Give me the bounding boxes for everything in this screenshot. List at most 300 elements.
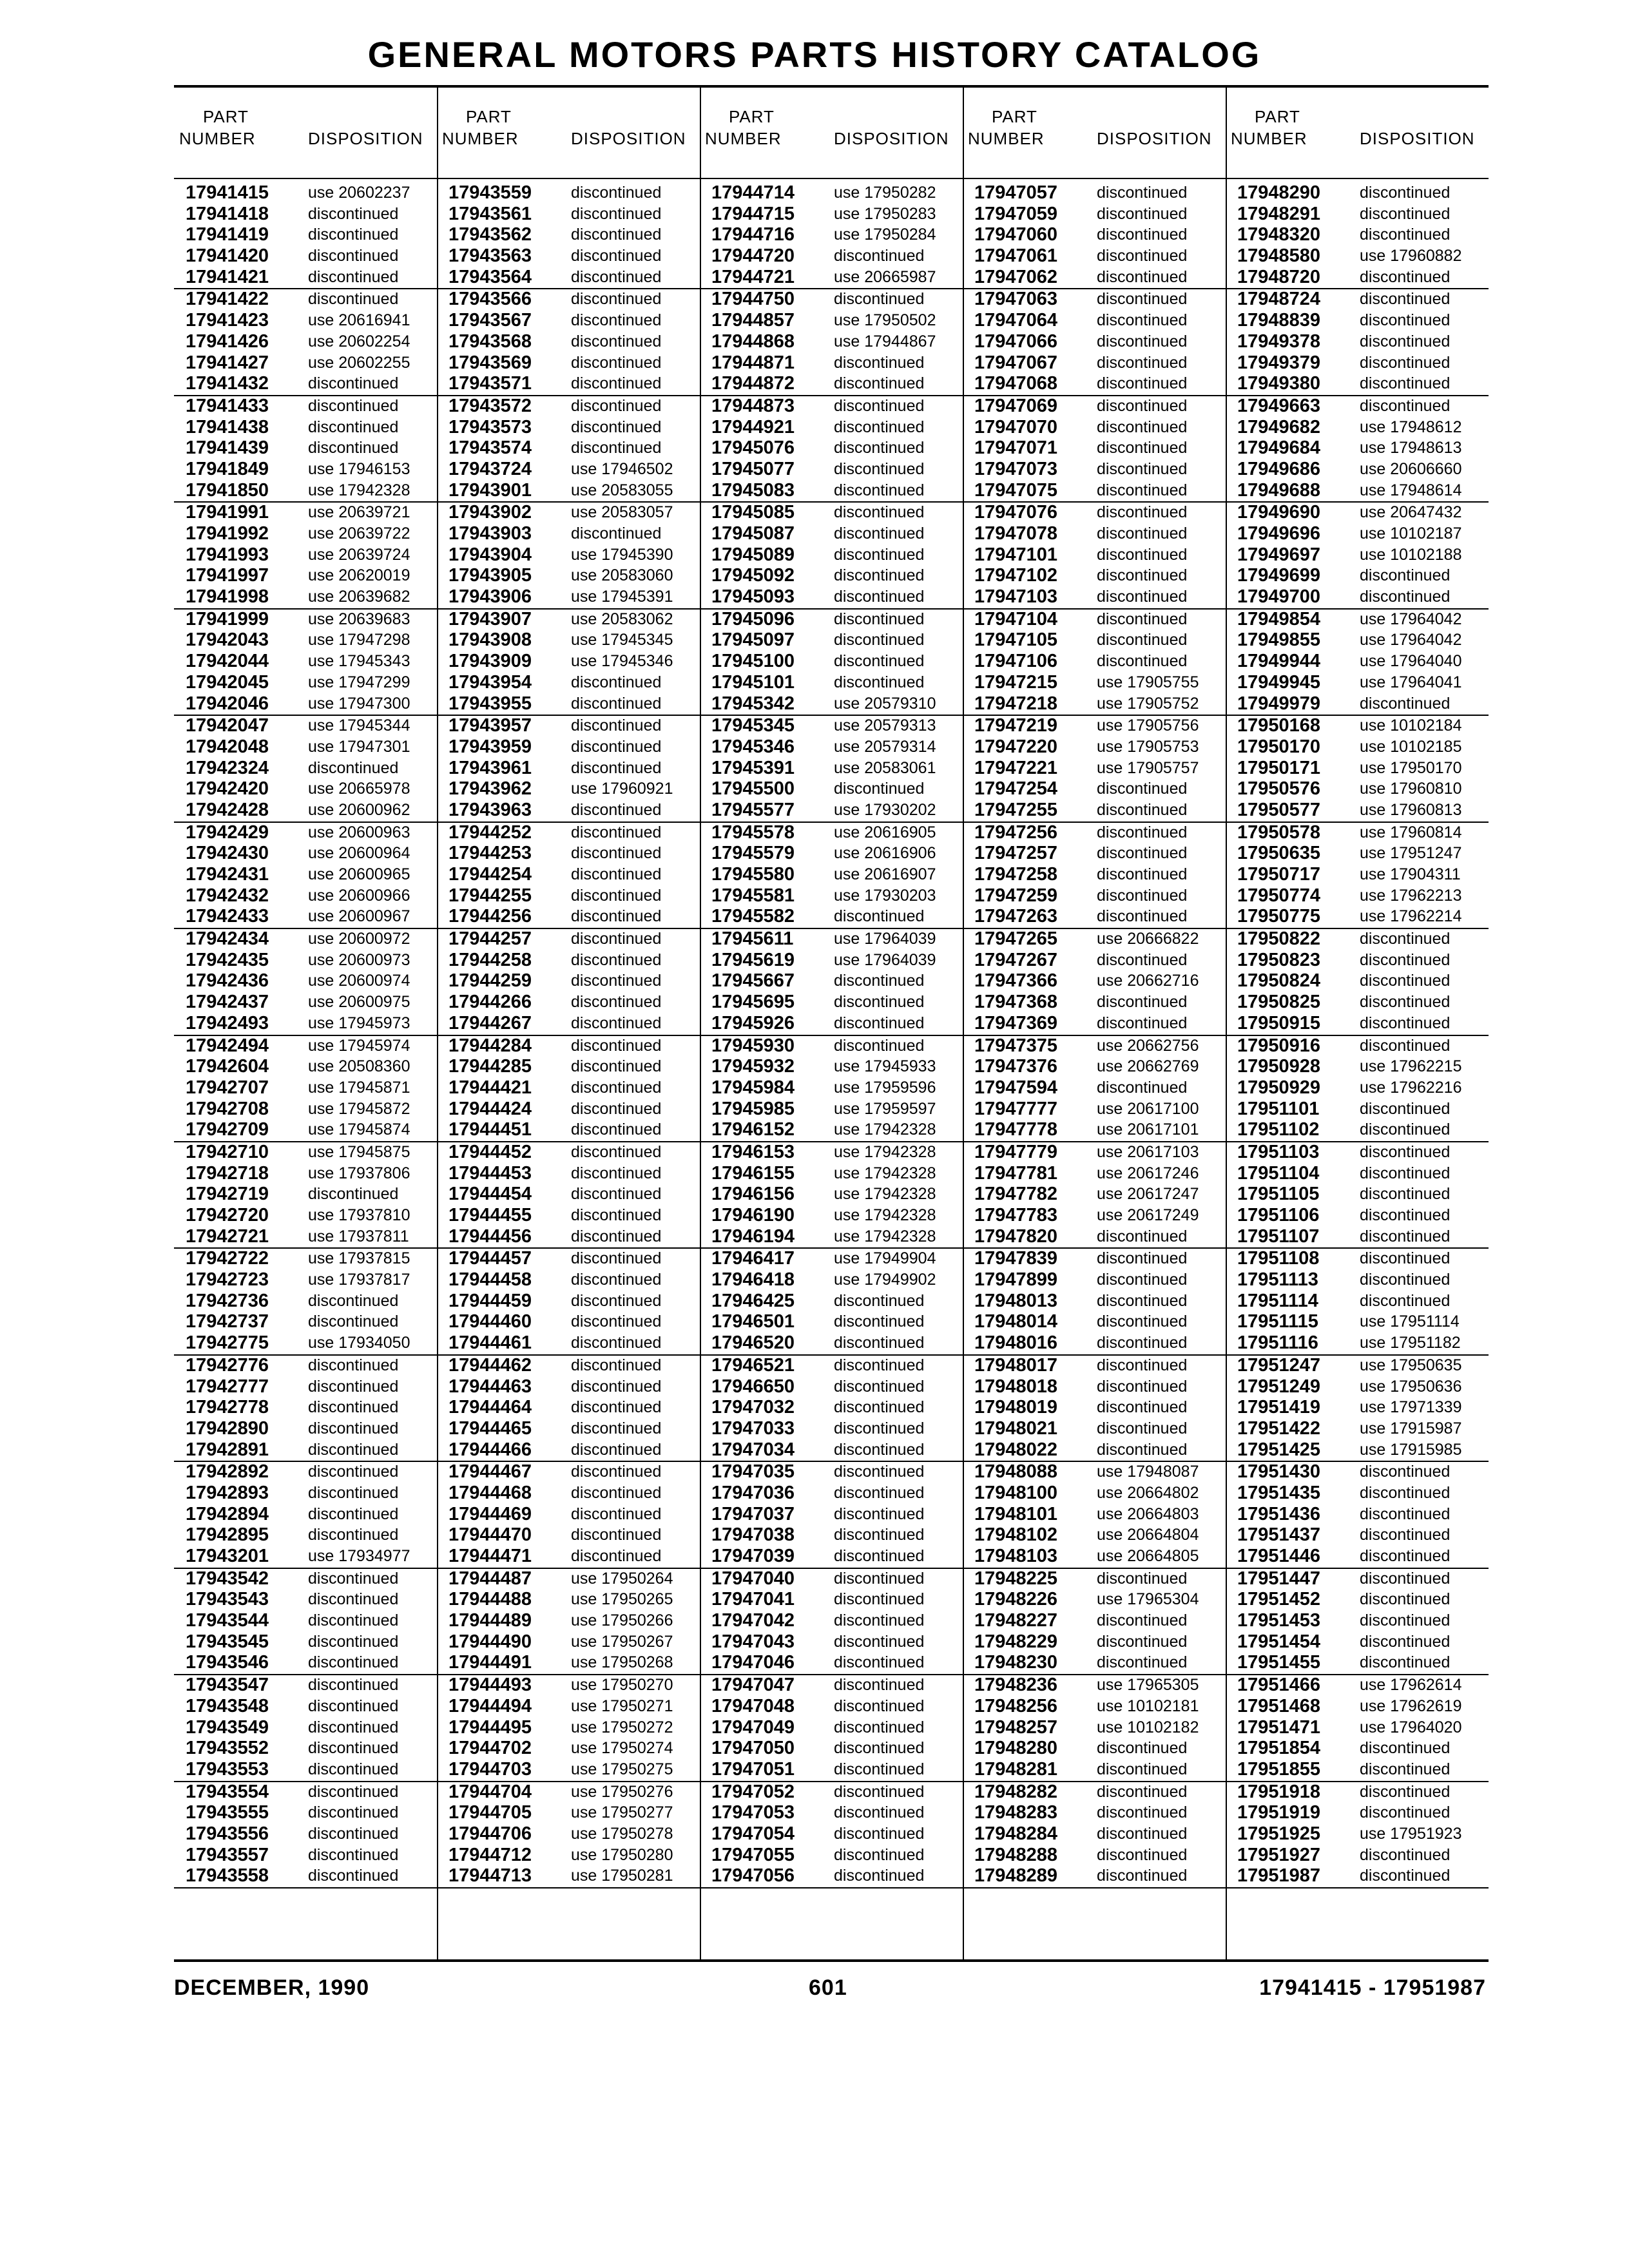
part-number: 17943564 [448, 266, 532, 287]
part-number: 17945391 [711, 757, 795, 778]
catalog-row [700, 438, 963, 459]
disposition: use 20579313 [834, 716, 936, 735]
catalog-row [437, 1291, 700, 1312]
catalog-row [700, 1866, 963, 1888]
disposition: discontinued [1360, 1483, 1451, 1502]
part-number: 17945101 [711, 671, 795, 693]
disposition: discontinued [1097, 1845, 1188, 1864]
disposition: discontinued [571, 1291, 662, 1310]
part-number: 17942432 [186, 885, 269, 906]
part-number: 17946501 [711, 1311, 795, 1332]
disposition: discontinued [571, 1398, 662, 1417]
part-number: 17951249 [1237, 1376, 1321, 1397]
disposition: discontinued [308, 1653, 399, 1672]
disposition: discontinued [1097, 204, 1188, 223]
catalog-row [963, 1866, 1226, 1888]
disposition: discontinued [834, 1291, 925, 1310]
catalog-row [174, 1291, 437, 1312]
catalog-row [1226, 823, 1489, 844]
disposition: discontinued [308, 1526, 399, 1544]
disposition: discontinued [1097, 267, 1188, 286]
disposition: discontinued [1360, 396, 1451, 415]
disposition: discontinued [1097, 1312, 1188, 1331]
disposition: discontinued [308, 1760, 399, 1778]
part-number: 17947263 [974, 906, 1058, 927]
disposition: discontinued [834, 1014, 925, 1032]
catalog-row [174, 929, 437, 950]
part-number: 17947078 [974, 523, 1058, 544]
disposition: discontinued [1097, 907, 1188, 926]
catalog-row [437, 971, 700, 992]
disposition: discontinued [1360, 1504, 1451, 1523]
catalog-row [174, 1164, 437, 1185]
catalog-row [700, 1014, 963, 1036]
catalog-row [963, 418, 1226, 439]
disposition: use 20602237 [308, 184, 410, 202]
disposition: discontinued [834, 1803, 925, 1822]
part-number: 17943962 [448, 778, 532, 800]
catalog-row [700, 1333, 963, 1356]
catalog-row [700, 1312, 963, 1333]
part-number: 17944750 [711, 289, 795, 310]
disposition: use 17962216 [1360, 1078, 1462, 1097]
disposition: use 17950283 [834, 204, 936, 223]
disposition: use 20662769 [1097, 1057, 1199, 1076]
disposition: use 17905755 [1097, 673, 1199, 691]
part-number: 17948230 [974, 1652, 1058, 1673]
catalog-row [174, 1312, 437, 1333]
part-number: 17951435 [1237, 1482, 1321, 1503]
catalog-row [1226, 396, 1489, 418]
part-number: 17944468 [448, 1482, 532, 1503]
disposition: discontinued [571, 1312, 662, 1331]
catalog-row [963, 545, 1226, 566]
disposition: use 17905757 [1097, 758, 1199, 777]
part-number: 17947366 [974, 970, 1058, 992]
part-number: 17942892 [186, 1461, 269, 1483]
part-number: 17950171 [1237, 757, 1321, 778]
part-number: 17942777 [186, 1376, 269, 1397]
catalog-row [174, 1057, 437, 1078]
part-number: 17943558 [186, 1865, 269, 1887]
catalog-row [437, 1845, 700, 1867]
part-number: 17947102 [974, 565, 1058, 586]
catalog-row [174, 587, 437, 610]
disposition: discontinued [571, 737, 662, 756]
part-number: 17941423 [186, 310, 269, 331]
disposition: use 17945344 [308, 716, 410, 735]
catalog-row [437, 716, 700, 737]
catalog-row [700, 418, 963, 439]
part-number: 17948282 [974, 1781, 1058, 1802]
part-number: 17947265 [974, 928, 1058, 950]
disposition: discontinued [308, 1739, 399, 1758]
disposition: discontinued [308, 226, 399, 244]
catalog-row [963, 1569, 1226, 1590]
catalog-row [963, 929, 1226, 950]
catalog-row [1226, 1036, 1489, 1057]
catalog-row [437, 1333, 700, 1356]
part-number: 17943542 [186, 1568, 269, 1589]
part-number: 17947054 [711, 1823, 795, 1844]
catalog-row [1226, 1398, 1489, 1419]
catalog-row [437, 1653, 700, 1675]
catalog-row [963, 566, 1226, 587]
disposition: discontinued [1097, 226, 1188, 244]
part-number: 17943561 [448, 203, 532, 224]
catalog-row [1226, 1206, 1489, 1227]
disposition: use 17937806 [308, 1164, 410, 1182]
catalog-row [174, 1653, 437, 1675]
disposition: discontinued [1097, 1803, 1188, 1822]
part-number: 17945342 [711, 693, 795, 714]
part-number: 17942710 [186, 1141, 269, 1162]
disposition: discontinued [571, 1419, 662, 1437]
part-number: 17949696 [1237, 523, 1321, 544]
disposition: use 20583055 [571, 481, 673, 499]
part-number: 17944857 [711, 310, 795, 331]
part-number: 17941991 [186, 502, 269, 523]
disposition: discontinued [1360, 1142, 1451, 1161]
part-number: 17945076 [711, 437, 795, 459]
catalog-row [700, 1270, 963, 1291]
disposition: use 20620019 [308, 566, 410, 585]
catalog-row [700, 1440, 963, 1463]
disposition: use 10102181 [1097, 1696, 1199, 1715]
catalog-row [963, 950, 1226, 972]
catalog-row [437, 929, 700, 950]
catalog-row [1226, 587, 1489, 610]
part-number: 17944253 [448, 843, 532, 864]
disposition: use 17944867 [834, 332, 936, 351]
part-number: 17947267 [974, 949, 1058, 970]
part-number: 17947820 [974, 1225, 1058, 1247]
catalog-row [174, 1206, 437, 1227]
part-number: 17951108 [1237, 1248, 1320, 1269]
part-number: 17943562 [448, 224, 532, 245]
part-number: 17943556 [186, 1823, 269, 1844]
part-number: 17948288 [974, 1844, 1058, 1865]
part-number: 17948102 [974, 1524, 1058, 1546]
catalog-row [1226, 716, 1489, 737]
part-number: 17950168 [1237, 715, 1321, 736]
part-number: 17947061 [974, 245, 1058, 267]
disposition: use 20664803 [1097, 1504, 1199, 1523]
catalog-row [174, 1782, 437, 1803]
part-number: 17944495 [448, 1716, 532, 1738]
catalog-row [437, 1569, 700, 1590]
part-number: 17951436 [1237, 1503, 1321, 1524]
catalog-row [963, 332, 1226, 353]
disposition: discontinued [1360, 1526, 1451, 1544]
catalog-row [437, 1866, 700, 1888]
catalog-row [700, 353, 963, 374]
catalog-row [437, 545, 700, 566]
catalog-row [963, 673, 1226, 694]
part-number: 17951446 [1237, 1546, 1321, 1566]
part-number: 17945085 [711, 502, 795, 523]
catalog-row [174, 737, 437, 758]
part-number: 17945932 [711, 1056, 795, 1077]
disposition: use 17964042 [1360, 610, 1462, 628]
part-number: 17950915 [1237, 1012, 1321, 1033]
column-header [963, 88, 1226, 179]
catalog-row [437, 1312, 700, 1333]
catalog-row [1226, 694, 1489, 716]
part-number: 17951101 [1237, 1098, 1320, 1119]
catalog-row [174, 1611, 437, 1632]
catalog-row [174, 1440, 437, 1463]
catalog-row [1226, 503, 1489, 524]
disposition: discontinued [1097, 1824, 1188, 1843]
catalog-rows [700, 179, 963, 1888]
catalog-row [174, 1398, 437, 1419]
disposition: discontinued [571, 226, 662, 244]
part-number: 17947051 [711, 1758, 795, 1780]
disposition: discontinued [834, 1463, 925, 1481]
part-number: 17944461 [448, 1332, 532, 1354]
part-number: 17948283 [974, 1802, 1058, 1823]
catalog-rows [963, 179, 1226, 1888]
catalog-row [174, 823, 437, 844]
disposition: discontinued [571, 1249, 662, 1268]
catalog-row [437, 524, 700, 545]
disposition: discontinued [571, 865, 662, 883]
catalog-row [437, 1206, 700, 1227]
catalog-row [174, 630, 437, 651]
catalog-row [437, 1440, 700, 1463]
catalog-row [437, 1611, 700, 1632]
catalog-row [963, 374, 1226, 396]
disposition: use 17937811 [308, 1227, 409, 1245]
part-number: 17943959 [448, 736, 532, 757]
catalog-row [437, 1462, 700, 1483]
catalog-row [1226, 1675, 1489, 1696]
catalog-row [700, 1291, 963, 1312]
part-number: 17947782 [974, 1184, 1058, 1205]
disposition: use 17962619 [1360, 1696, 1462, 1715]
disposition: use 17934977 [308, 1547, 410, 1565]
disposition: use 17945346 [571, 652, 673, 671]
part-number: 17947777 [974, 1098, 1058, 1119]
catalog-row [700, 1462, 963, 1483]
catalog-row [700, 267, 963, 290]
disposition: discontinued [1097, 652, 1188, 671]
part-number: 17944703 [448, 1758, 532, 1780]
disposition: discontinued [571, 1463, 662, 1481]
disposition: discontinued [1360, 950, 1451, 969]
part-number: 17942736 [186, 1290, 269, 1311]
disposition: discontinued [1360, 566, 1451, 585]
part-number: 17948018 [974, 1376, 1058, 1397]
part-number: 17951114 [1237, 1290, 1318, 1311]
disposition: discontinued [571, 673, 662, 691]
disposition: use 17945875 [308, 1142, 410, 1161]
part-number: 17947040 [711, 1568, 795, 1589]
catalog-row [1226, 225, 1489, 246]
catalog-row [174, 1419, 437, 1440]
catalog-row [1226, 651, 1489, 673]
part-number: 17950775 [1237, 906, 1321, 927]
part-number: 17949697 [1237, 544, 1321, 565]
catalog-row [437, 1036, 700, 1057]
catalog-row [174, 1590, 437, 1611]
disposition: discontinued [834, 1526, 925, 1544]
catalog-row [1226, 929, 1489, 950]
part-number: 17944705 [448, 1802, 532, 1823]
catalog-row [174, 758, 437, 780]
catalog-row [1226, 1653, 1489, 1675]
disposition: use 17950277 [571, 1803, 673, 1822]
disposition: use 20617100 [1097, 1099, 1199, 1118]
header-part-label: PART [203, 107, 249, 126]
disposition: use 17942328 [834, 1142, 936, 1161]
catalog-row [174, 992, 437, 1014]
part-number: 17944258 [448, 949, 532, 970]
disposition: use 17945872 [308, 1099, 410, 1118]
catalog-row [700, 886, 963, 907]
header-number-label: NUMBER [968, 129, 1045, 148]
disposition: use 20617101 [1097, 1120, 1199, 1139]
disposition: discontinued [571, 267, 662, 286]
disposition: use 17949902 [834, 1271, 936, 1289]
part-number: 17949682 [1237, 416, 1321, 437]
disposition: use 20662756 [1097, 1036, 1199, 1055]
part-number: 17945579 [711, 843, 795, 864]
catalog-row [174, 1738, 437, 1760]
part-number: 17945695 [711, 992, 795, 1013]
part-number: 17944459 [448, 1290, 532, 1311]
catalog-row [437, 1164, 700, 1185]
disposition: use 17949904 [834, 1249, 936, 1268]
part-number: 17948013 [974, 1290, 1058, 1311]
catalog-row [1226, 907, 1489, 929]
catalog-row [700, 1525, 963, 1546]
disposition: discontinued [1097, 1440, 1188, 1459]
catalog-row [174, 1675, 437, 1696]
disposition: discontinued [834, 610, 925, 628]
disposition: discontinued [1097, 1632, 1188, 1651]
disposition: discontinued [834, 247, 925, 265]
disposition: use 17962213 [1360, 886, 1462, 905]
disposition: use 20665987 [834, 267, 936, 286]
disposition: use 17942328 [834, 1206, 936, 1224]
catalog-row [700, 183, 963, 204]
disposition: discontinued [571, 1057, 662, 1076]
part-number: 17951447 [1237, 1568, 1321, 1589]
disposition: discontinued [308, 247, 399, 265]
disposition: use 17915985 [1360, 1440, 1462, 1459]
disposition: discontinued [308, 1483, 399, 1502]
catalog-row [174, 183, 437, 204]
disposition: use 20600963 [308, 823, 410, 841]
catalog-row [1226, 1611, 1489, 1632]
part-number: 17945667 [711, 970, 795, 992]
catalog-row [963, 971, 1226, 992]
header-number-label: NUMBER [442, 129, 519, 148]
catalog-column-1 [174, 88, 437, 1888]
part-number: 17944462 [448, 1354, 532, 1376]
part-number: 17945083 [711, 479, 795, 501]
catalog-row [1226, 524, 1489, 545]
disposition: discontinued [308, 1185, 399, 1204]
disposition: use 17948612 [1360, 418, 1462, 436]
part-number: 17944457 [448, 1248, 532, 1269]
part-number: 17947035 [711, 1461, 795, 1483]
part-number: 17942435 [186, 949, 269, 970]
part-number: 17948022 [974, 1439, 1058, 1460]
part-number: 17947783 [974, 1205, 1058, 1225]
part-number: 17947076 [974, 502, 1058, 523]
disposition: use 17965304 [1097, 1590, 1199, 1609]
catalog-row [174, 1866, 437, 1888]
part-number: 17947778 [974, 1119, 1058, 1140]
disposition: discontinued [571, 1271, 662, 1289]
part-number: 17943909 [448, 651, 532, 672]
part-number: 17950916 [1237, 1035, 1321, 1056]
part-number: 17951103 [1237, 1141, 1320, 1162]
catalog-row [1226, 1120, 1489, 1142]
part-number: 17949379 [1237, 352, 1321, 373]
disposition: discontinued [308, 1676, 399, 1695]
catalog-row [963, 1227, 1226, 1249]
catalog-row [1226, 1184, 1489, 1206]
disposition: discontinued [834, 1334, 925, 1352]
part-number: 17946194 [711, 1225, 795, 1247]
disposition: discontinued [1360, 1653, 1451, 1672]
part-number: 17949854 [1237, 608, 1321, 629]
catalog-row [963, 1590, 1226, 1611]
part-number: 17944491 [448, 1652, 532, 1673]
catalog-row [963, 459, 1226, 481]
disposition: discontinued [571, 758, 662, 777]
disposition: discontinued [571, 930, 662, 948]
disposition: discontinued [571, 844, 662, 863]
part-number: 17943907 [448, 608, 532, 629]
disposition: discontinued [1097, 247, 1188, 265]
catalog-row [700, 610, 963, 631]
part-number: 17944712 [448, 1844, 532, 1865]
catalog-row [437, 950, 700, 972]
part-number: 17944464 [448, 1397, 532, 1418]
part-number: 17941433 [186, 395, 269, 416]
disposition: discontinued [1360, 1271, 1451, 1289]
part-number: 17942719 [186, 1184, 269, 1205]
catalog-row [174, 396, 437, 418]
part-number: 17945089 [711, 544, 795, 565]
catalog-row [700, 1227, 963, 1249]
catalog-row [700, 1546, 963, 1569]
catalog-row [174, 1270, 437, 1291]
catalog-row [963, 694, 1226, 716]
catalog-row [963, 1760, 1226, 1782]
catalog-row [174, 1546, 437, 1569]
part-number: 17943571 [448, 373, 532, 394]
part-number: 17942775 [186, 1332, 269, 1354]
part-number: 17951106 [1237, 1205, 1320, 1225]
part-number: 17947033 [711, 1418, 795, 1439]
catalog-row [963, 353, 1226, 374]
catalog-row [1226, 1099, 1489, 1120]
catalog-row [700, 503, 963, 524]
catalog-row [700, 1398, 963, 1419]
catalog-row [963, 1333, 1226, 1356]
disposition: use 17930203 [834, 886, 936, 905]
disposition: use 17960921 [571, 780, 673, 798]
catalog-row [963, 396, 1226, 418]
part-number: 17947259 [974, 885, 1058, 906]
catalog-row [963, 1696, 1226, 1718]
